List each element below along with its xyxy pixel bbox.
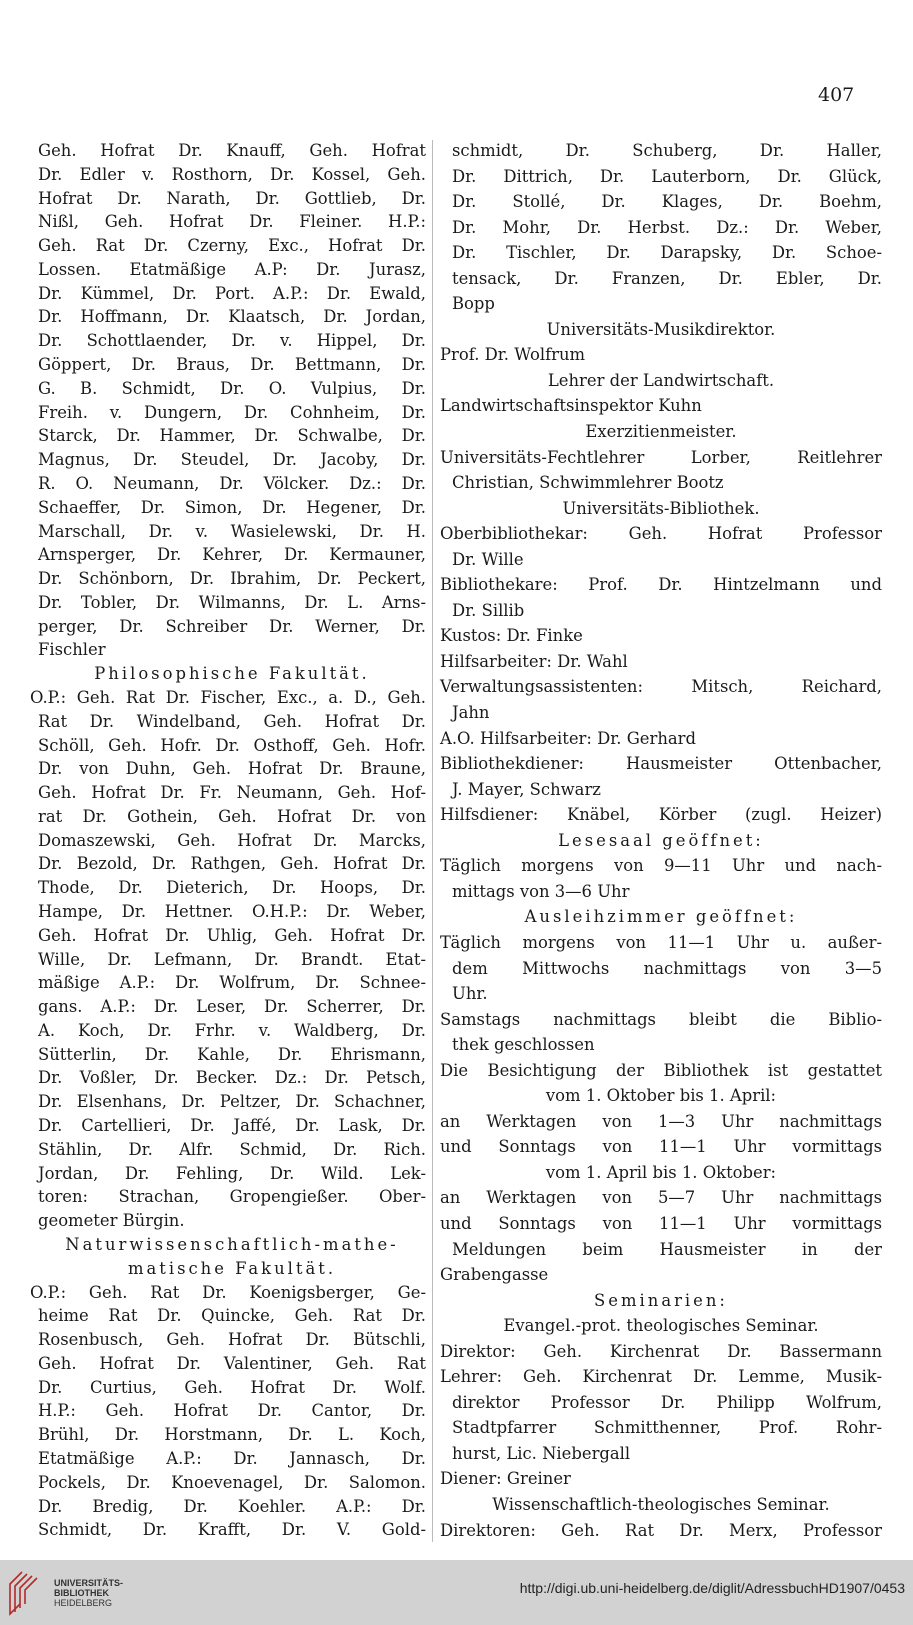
text-line: Prof. Dr. Wolfrum bbox=[440, 345, 586, 365]
text-line: geometer Bürgin. bbox=[38, 1211, 185, 1231]
text-line: Dr. Tobler, Dr. Wilmanns, Dr. L. Arns- bbox=[38, 592, 426, 612]
logo-line-2: BIBLIOTHEK bbox=[54, 1588, 109, 1598]
permalink-url[interactable]: http://digi.ub.uni-heidelberg.de/diglit/AdressbuchHD1907/0453 bbox=[519, 1580, 905, 1596]
text-line: Dr. Curtius, Geh. Hofrat Dr. Wolf. bbox=[38, 1377, 426, 1397]
text-line: Dr. Schottlaender, Dr. v. Hippel, Dr. bbox=[38, 331, 426, 351]
text-line: direktor Professor Dr. Philipp Wolfrum, bbox=[452, 1392, 882, 1412]
text-line: Rat Dr. Windelband, Geh. Hofrat Dr. bbox=[38, 711, 426, 731]
text-line: thek geschlossen bbox=[452, 1035, 595, 1055]
text-line: Geh. Hofrat Dr. Valentiner, Geh. Rat bbox=[38, 1353, 426, 1373]
text-line: A. Koch, Dr. Frhr. v. Waldberg, Dr. bbox=[38, 1020, 426, 1040]
text-line: Dr. Mohr, Dr. Herbst. Dz.: Dr. Weber, bbox=[452, 217, 882, 237]
section-heading: Wissenschaftlich-theologisches Seminar. bbox=[492, 1494, 830, 1514]
text-line: Dr. Tischler, Dr. Darapsky, Dr. Schoe- bbox=[452, 243, 882, 263]
text-line: Geh. Rat Dr. Czerny, Exc., Hofrat Dr. bbox=[38, 236, 426, 256]
text-line: Täglich morgens von 11—1 Uhr u. außer- bbox=[440, 932, 882, 952]
text-line: Hilfsdiener: Knäbel, Körber (zugl. Heizer) bbox=[440, 805, 882, 825]
text-line: Arnsperger, Dr. Kehrer, Dr. Kermauner, bbox=[38, 545, 426, 565]
text-line: Verwaltungsassistenten: Mitsch, Reichard, bbox=[440, 677, 882, 697]
text-line: Dr. Wille bbox=[452, 549, 524, 569]
section-heading: vom 1. Oktober bis 1. April: bbox=[545, 1086, 777, 1106]
section-heading: Philosophische Fakultät. bbox=[94, 664, 370, 684]
text-line: Magnus, Dr. Steudel, Dr. Jacoby, Dr. bbox=[38, 450, 426, 470]
text-line: Oberbibliothekar: Geh. Hofrat Professor bbox=[440, 524, 882, 544]
text-line: Die Besichtigung der Bibliothek ist gestattet bbox=[440, 1060, 882, 1080]
section-heading: Evangel.-prot. theologisches Seminar. bbox=[503, 1316, 819, 1336]
section-heading: Lehrer der Landwirtschaft. bbox=[547, 370, 775, 390]
column-divider bbox=[432, 140, 433, 1542]
text-line: Dr. Bezold, Dr. Rathgen, Geh. Hofrat Dr. bbox=[38, 854, 426, 874]
text-line: heime Rat Dr. Quincke, Geh. Rat Dr. bbox=[38, 1306, 426, 1326]
text-line: Schöll, Geh. Hofr. Dr. Osthoff, Geh. Hofr. bbox=[38, 735, 426, 755]
text-line: Dr. Dittrich, Dr. Lauterborn, Dr. Glück, bbox=[452, 166, 882, 186]
text-line: Marschall, Dr. v. Wasielewski, Dr. H. bbox=[38, 521, 426, 541]
section-heading: vom 1. April bis 1. Oktober: bbox=[545, 1162, 777, 1182]
text-line: toren: Strachan, Gropengießer. Ober- bbox=[38, 1187, 426, 1207]
text-line: Dr. Sillib bbox=[452, 600, 525, 620]
text-line: O.P.: Geh. Rat Dr. Koenigsberger, Ge- bbox=[30, 1282, 426, 1302]
text-line: und Sonntags von 11—1 Uhr vormittags bbox=[440, 1213, 882, 1233]
logo-text bbox=[54, 1578, 123, 1608]
text-line: Bibliothekare: Prof. Dr. Hintzelmann und bbox=[440, 575, 882, 595]
text-line: A.O. Hilfsarbeiter: Dr. Gerhard bbox=[440, 728, 696, 748]
text-line: R. O. Neumann, Dr. Völcker. Dz.: Dr. bbox=[38, 473, 426, 493]
text-line: Dr. Stollé, Dr. Klages, Dr. Boehm, bbox=[452, 192, 882, 212]
text-line: Dr. Cartellieri, Dr. Jaffé, Dr. Lask, Dr. bbox=[38, 1116, 426, 1136]
page-number: 407 bbox=[818, 84, 855, 106]
text-line: Meldungen beim Hausmeister in der bbox=[452, 1239, 882, 1259]
text-line: Dr. Schönborn, Dr. Ibrahim, Dr. Peckert, bbox=[38, 569, 426, 589]
text-line: perger, Dr. Schreiber Dr. Werner, Dr. bbox=[38, 616, 426, 636]
section-heading: matische Fakultät. bbox=[127, 1258, 337, 1278]
text-line: Freih. v. Dungern, Dr. Cohnheim, Dr. bbox=[38, 402, 426, 422]
section-heading: Naturwissenschaftlich-mathe- bbox=[65, 1234, 399, 1254]
text-line: Hofrat Dr. Narath, Dr. Gottlieb, Dr. bbox=[38, 188, 426, 208]
text-line: Sütterlin, Dr. Kahle, Dr. Ehrismann, bbox=[38, 1044, 426, 1064]
text-line: Geh. Hofrat Dr. Knauff, Geh. Hofrat bbox=[38, 141, 426, 160]
text-line: Göppert, Dr. Braus, Dr. Bettmann, Dr. bbox=[38, 355, 426, 375]
text-line: Dr. von Duhn, Geh. Hofrat Dr. Braune, bbox=[38, 759, 426, 779]
section-heading: Universitäts-Musikdirektor. bbox=[546, 319, 776, 339]
text-line: mäßige A.P.: Dr. Wolfrum, Dr. Schnee- bbox=[38, 973, 426, 993]
text-line: Domaszewski, Geh. Hofrat Dr. Marcks, bbox=[38, 830, 426, 850]
logo-line-1: UNIVERSITÄTS- bbox=[54, 1578, 124, 1588]
text-line: Stadtpfarrer Schmitthenner, Prof. Rohr- bbox=[452, 1418, 882, 1438]
text-line: Dr. Hoffmann, Dr. Klaatsch, Dr. Jordan, bbox=[38, 307, 426, 327]
text-line: Geh. Hofrat Dr. Uhlig, Geh. Hofrat Dr. bbox=[38, 925, 426, 945]
text-line: gans. A.P.: Dr. Leser, Dr. Scherrer, Dr. bbox=[38, 997, 426, 1017]
text-line: Hilfsarbeiter: Dr. Wahl bbox=[440, 651, 628, 671]
text-line: Dr. Edler v. Rosthorn, Dr. Kossel, Geh. bbox=[38, 164, 426, 184]
text-line: Samstags nachmittags bleibt die Biblio- bbox=[440, 1009, 882, 1029]
text-line: Diener: Greiner bbox=[440, 1469, 571, 1489]
text-line: Direktoren: Geh. Rat Dr. Merx, Professor bbox=[440, 1520, 882, 1540]
text-line: Thode, Dr. Dieterich, Dr. Hoops, Dr. bbox=[38, 878, 426, 898]
footer-bar bbox=[0, 1560, 913, 1625]
logo-line-3: HEIDELBERG bbox=[54, 1598, 113, 1608]
text-line: Schmidt, Dr. Krafft, Dr. V. Gold- bbox=[38, 1520, 426, 1540]
text-line: Stählin, Dr. Alfr. Schmid, Dr. Rich. bbox=[38, 1139, 426, 1159]
text-line: Etatmäßige A.P.: Dr. Jannasch, Dr. bbox=[38, 1448, 426, 1468]
text-line: Täglich morgens von 9—11 Uhr und nach- bbox=[440, 856, 882, 876]
text-line: Schaeffer, Dr. Simon, Dr. Hegener, Dr. bbox=[38, 497, 426, 517]
right-text-column bbox=[440, 140, 882, 1542]
text-line: Bibliothekdiener: Hausmeister Ottenbacher, bbox=[440, 754, 882, 774]
text-line: Jordan, Dr. Fehling, Dr. Wild. Lek- bbox=[38, 1163, 426, 1183]
text-line: Rosenbusch, Geh. Hofrat Dr. Bütschli, bbox=[38, 1330, 426, 1350]
text-line: Dr. Elsenhans, Dr. Peltzer, Dr. Schachner, bbox=[38, 1092, 426, 1112]
text-line: O.P.: Geh. Rat Dr. Fischer, Exc., a. D., Geh. bbox=[30, 687, 426, 707]
section-heading: Ausleihzimmer geöffnet: bbox=[524, 907, 798, 927]
text-line: tensack, Dr. Franzen, Dr. Ebler, Dr. bbox=[452, 268, 882, 288]
text-line: Geh. Hofrat Dr. Fr. Neumann, Geh. Hof- bbox=[38, 783, 426, 803]
text-line: Jahn bbox=[452, 703, 490, 723]
section-heading: Lesesaal geöffnet: bbox=[558, 830, 764, 850]
text-line: Pockels, Dr. Knoevenagel, Dr. Salomon. bbox=[38, 1472, 426, 1492]
text-line: Starck, Dr. Hammer, Dr. Schwalbe, Dr. bbox=[38, 426, 426, 446]
text-line: G. B. Schmidt, Dr. O. Vulpius, Dr. bbox=[38, 378, 426, 398]
left-text-column bbox=[30, 140, 426, 1542]
text-line: J. Mayer, Schwarz bbox=[452, 779, 601, 799]
university-library-logo-icon bbox=[6, 1568, 52, 1618]
text-line: Lossen. Etatmäßige A.P: Dr. Jurasz, bbox=[38, 259, 426, 279]
text-line: Wille, Dr. Lefmann, Dr. Brandt. Etat- bbox=[38, 949, 426, 969]
text-line: Uhr. bbox=[452, 984, 488, 1004]
text-line: schmidt, Dr. Schuberg, Dr. Haller, bbox=[452, 141, 882, 160]
text-line: Kustos: Dr. Finke bbox=[440, 626, 583, 646]
text-line: Direktor: Geh. Kirchenrat Dr. Bassermann bbox=[440, 1341, 882, 1361]
text-line: Fischler bbox=[38, 640, 106, 660]
text-line: Grabengasse bbox=[440, 1265, 549, 1285]
text-line: Lehrer: Geh. Kirchenrat Dr. Lemme, Musik- bbox=[440, 1367, 882, 1387]
text-line: Nißl, Geh. Hofrat Dr. Fleiner. H.P.: bbox=[38, 212, 426, 232]
text-line: rat Dr. Gothein, Geh. Hofrat Dr. von bbox=[38, 806, 426, 826]
text-line: Dr. Bredig, Dr. Koehler. A.P.: Dr. bbox=[38, 1496, 426, 1516]
text-line: Dr. Voßler, Dr. Becker. Dz.: Dr. Petsch, bbox=[38, 1068, 426, 1088]
text-line: hurst, Lic. Niebergall bbox=[452, 1443, 631, 1463]
text-line: Universitäts-Fechtlehrer Lorber, Reitlehrer bbox=[440, 447, 882, 467]
text-line: Christian, Schwimmlehrer Bootz bbox=[452, 473, 724, 493]
text-line: H.P.: Geh. Hofrat Dr. Cantor, Dr. bbox=[38, 1401, 426, 1421]
text-line: Dr. Kümmel, Dr. Port. A.P.: Dr. Ewald, bbox=[38, 283, 426, 303]
text-line: Landwirtschaftsinspektor Kuhn bbox=[440, 396, 702, 416]
section-heading: Exerzitienmeister. bbox=[585, 422, 737, 442]
text-line: dem Mittwochs nachmittags von 3—5 bbox=[452, 958, 882, 978]
section-heading: Seminarien: bbox=[594, 1290, 728, 1310]
text-line: an Werktagen von 5—7 Uhr nachmittags bbox=[440, 1188, 882, 1208]
text-line: Hampe, Dr. Hettner. O.H.P.: Dr. Weber, bbox=[38, 902, 426, 921]
text-line: mittags von 3—6 Uhr bbox=[452, 881, 630, 901]
text-line: Bopp bbox=[452, 294, 495, 314]
text-line: Brühl, Dr. Horstmann, Dr. L. Koch, bbox=[38, 1425, 426, 1445]
text-line: und Sonntags von 11—1 Uhr vormittags bbox=[440, 1137, 882, 1157]
text-line: an Werktagen von 1—3 Uhr nachmittags bbox=[440, 1111, 882, 1131]
section-heading: Universitäts-Bibliothek. bbox=[562, 498, 760, 518]
